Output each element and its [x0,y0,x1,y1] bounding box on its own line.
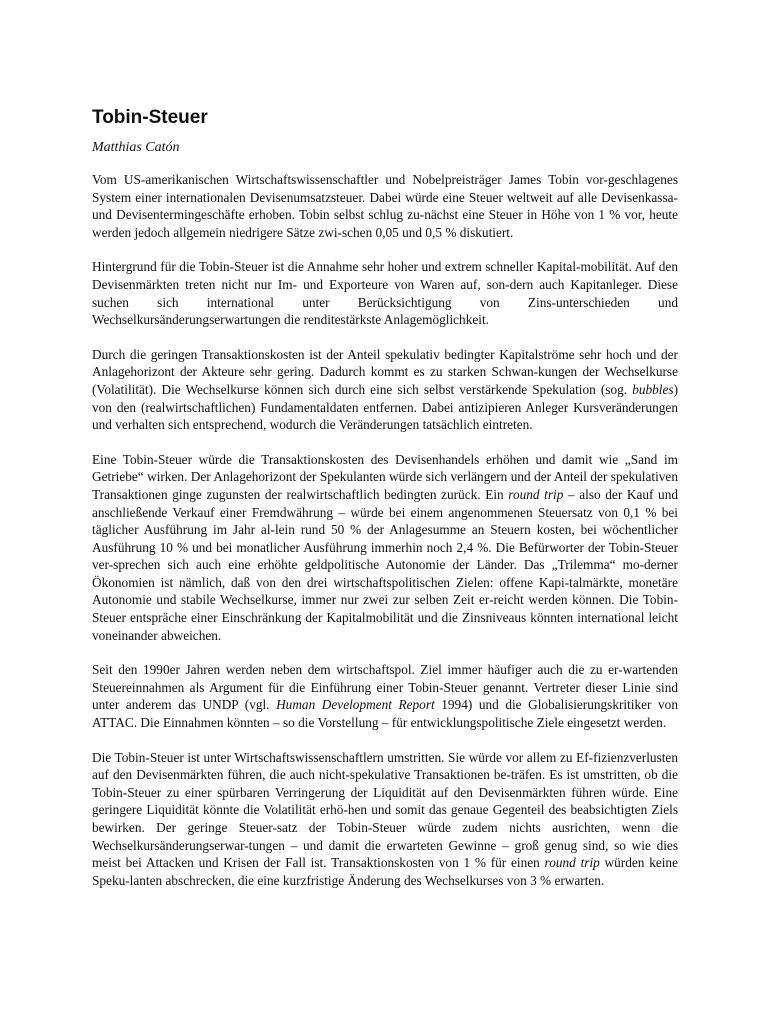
paragraph-text: Eine Tobin-Steuer würde die Transaktionskosten des Devisenhandels erhöhen und damit wie „Sand im Getriebe“ wirken. Der Anlagehorizont der Spekulanten würde sich verlängern und der Anteil der spekulativen Transaktionen ginge zugunsten der realwirtschaftlich bedingten zurück. Ein [92,451,678,502]
italic-term: round trip [544,855,600,871]
paragraph-text: Hintergrund für die Tobin-Steuer ist die Annahme sehr hoher und extrem schneller Kapital-mobilität. Auf den Devisenmärkten treten nicht nur Im- und Exporteure von Waren auf, son-dern auch Kapitanleger. Diese suchen sich international unter Berücksichtigung von Zins-unterschieden und Wechselkursänderungserwartungen die renditestärkste Anlagemöglichkeit. [92,259,678,328]
paragraph-text: 1994) und die Globalisierungskritiker von ATTAC. Die Einnahmen könnten – so die Vorstellung – für entwicklungspolitische Ziele eingesetzt werden. [92,697,678,731]
paragraph-text: würden keine Speku-lanten abschrecken, die eine kurzfristige Änderung des Wechselkurses von 3 % erwarten. [92,855,678,888]
paragraph-2 [92,258,678,328]
paragraph-6 [92,749,678,890]
document-page [92,106,678,889]
paragraph-text: Vom US-amerikanischen Wirtschaftswissenschaftler und Nobelpreisträger James Tobin vor-geschlagenes System einer internationalen Devisenumsatzsteuer. Dabei würde eine Steuer weltweit auf alle Devisenkassa- und Devisentermingeschäfte erhoben. Tobin selbst schlug zu-nächst eine Steuer in Höhe von 1 % vor, heute werden jedoch allgemein niedrigere Sätze zwi-schen 0,05 und 0,5 % diskutiert. [92,172,678,240]
italic-term: round trip [508,486,564,502]
paragraph-text: – also der Kauf und anschließende Verkauf einer Fremdwährung – würde bei einem angenommenen Steuersatz von 0,1 % bei täglicher Ausführung im Jahr al-lein rund 50 % der Anlagesumme an Steuern kosten, bei wöchentlicher Ausführung 10 % und bei monatlicher Ausführung immerhin noch 2,4 %. Die Befürworter der Tobin-Steuer ver-sprechen sich auch eine erhöhte geldpolitische Autonomie der Länder. Das „Trilemma“ mo-derner Ökonomien ist nämlich, daß von den drei wirtschaftspolitischen Zielen: offene Kapi-talmärkte, monetäre Autonomie und stabile Wechselkurse, immer nur zwei zur selben Zeit er-reicht werden können. Die Tobin-Steuer entspräche einer Einschränkung der Kapitalmobilität und die Zinsniveaus könnten international leicht voneinander abweichen. [92,486,678,643]
italic-term: bubbles [632,381,674,397]
paragraph-text: Durch die geringen Transaktionskosten ist der Anteil spekulativ bedingter Kapitalströme sehr hoch und der Anlagehorizont der Akteure sehr gering. Dadurch kommt es zu starken Schwan-kungen der Wechselkurse (Volatilität). Die Wechselkurse können sich durch eine sich selbst verstärkende Spekulation (sog. [92,346,678,397]
paragraph-1 [92,171,678,241]
paragraph-4 [92,451,678,645]
paragraph-text: Die Tobin-Steuer ist unter Wirtschaftswissenschaftlern umstritten. Sie würde vor allem zu Ef-fizienzverlusten auf den Devisenmärkten führen, die auch nicht-spekulative Transaktionen be-träfen. Es ist umstritten, ob die Tobin-Steuer zu einer spürbaren Verringerung der Liquidität auf den Devisenmärkten führen würde. Eine geringere Liquidität könnte die Volatilität erhö-hen und somit das genaue Gegenteil des beabsichtigten Ziels bewirken. Der geringe Steuer-satz der Tobin-Steuer würde zudem nichts ausrichten, wenn die Wechselkursänderungserwar-tungen – und damit die erwarteten Gewinne – groß genug sind, so wie dies meist bei Attacken und Krisen der Fall ist. Transaktionskosten von 1 % für einen [92,749,678,871]
paragraph-text: Seit den 1990er Jahren werden neben dem wirtschaftspol. Ziel immer häufiger auch die zu er-wartenden Steuereinnahmen als Argument für die Einführung einer Tobin-Steuer genannt. Vertreter dieser Linie sind unter anderem das UNDP (vgl. [92,662,678,713]
paragraph-3 [92,346,678,434]
italic-term: Human Development Report [276,697,435,713]
paragraph-text: ) von den (realwirtschaftlichen) Fundamentaldaten entfernen. Dabei antizipieren Anleger Kursveränderungen und verhalten sich entsprechend, wodurch die Veränderungen tatsächlich eintreten. [92,381,678,433]
document-title: Tobin-Steuer [92,107,208,128]
document-author: Matthias Catón [92,140,180,155]
paragraph-5 [92,661,678,731]
